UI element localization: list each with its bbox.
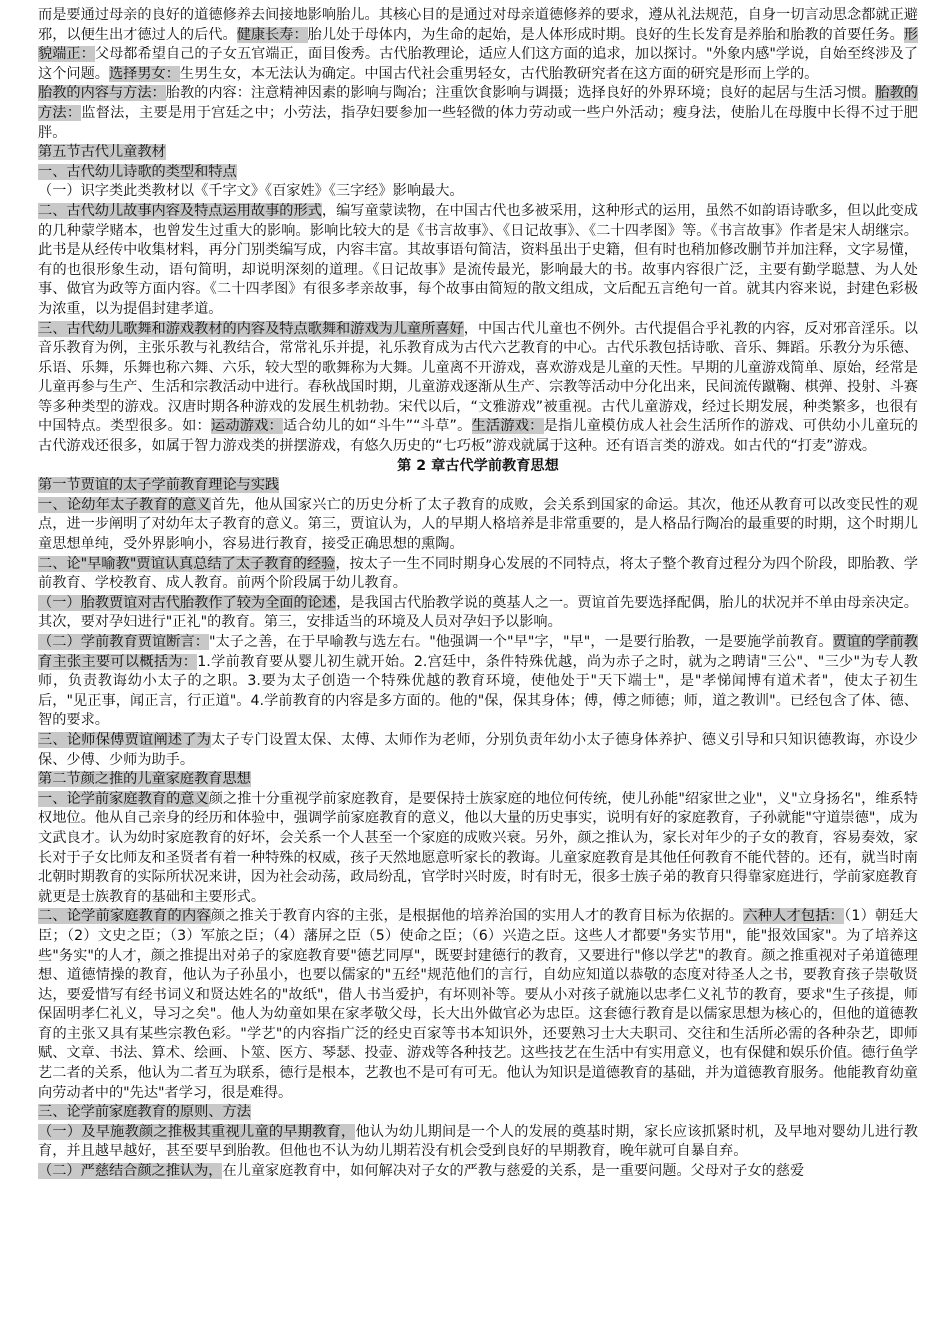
highlighted-heading: 运动游戏： <box>210 418 283 435</box>
paragraph <box>38 6 918 84</box>
paragraph <box>38 143 918 163</box>
highlighted-heading: 第二节颜之推的儿童家庭教育思想 <box>38 771 251 788</box>
paragraph <box>38 84 918 143</box>
highlighted-heading: 二、古代幼儿故事内容及特点运用故事的形式 <box>38 202 322 219</box>
text-run: 太子专门设置太保、太傅、太师作为老师，分别负责年幼小太子德身体养护、德义引导和只知识德教诲，亦设少保、少傅、少师为助手。 <box>38 731 918 768</box>
paragraph <box>38 594 918 633</box>
highlighted-heading: 二、论"早喻教"贾谊认真总结了太子教育的经验 <box>38 555 336 572</box>
paragraph <box>38 555 918 594</box>
highlighted-heading: 一、古代幼儿诗歌的类型和特点 <box>38 163 237 180</box>
text-run: （1）朝廷大臣；（2）文史之臣；（3）军旅之臣；（4）藩屏之臣（5）使命之臣；（6）兴造之臣。这些人才都要"务实节用"，能"报效国家"。为了培养这些"务实"的人才，颜之推提出对弟子的家庭教育要"德艺同厚"，既要封建德行的教育，又要进行"修以学艺"的教育。颜之推重视对子弟道德理想、道德情操的教育，他认为子孙虽小，也要以儒家的"五经"规范他们的言行，自幼应知道以恭敬的态度对待圣人之书，要教育孩子崇敬贤达，要爱惜写有经书词义和贤达姓名的"故纸"，借人书当爱护，有坏则补等。要从小对孩子就施以忠孝仁义礼节的教育，要求"生子孩提，师保固明孝仁礼义，导习之矣"。他人为幼童如果在家孝敬父母，长大出外做官必为忠臣。这套德行教育是以儒家思想为核心的，但他的道德教育的主张又具有某些宗教色彩。"学艺"的内容指广泛的经史百家等书本知识外，还要熟习士大夫职司、交往和生活所必需的各种杂艺，即师赋、文章、书法、算术、绘画、卜筮、医方、琴瑟、投壶、游戏等各种技艺。这些技艺在生活中有实用意义，也有保健和娱乐价值。德行鱼学艺二者的关系，他认为二者互为联系，德行是根本，艺教也不是可有可无。他认为知识是道德教育的基础，并为道德教育服务。他能教育幼童向劳动者中的"先达"者学习，很是难得。 <box>38 908 918 1101</box>
highlighted-heading: 生活游戏： <box>471 418 544 435</box>
highlighted-heading: 一、论学前家庭教育的意义 <box>38 790 209 807</box>
highlighted-heading: 三、论学前家庭教育的原则、方法 <box>38 1104 251 1121</box>
text-run: 胎儿处于母体内，为生命的起始，是人体形成时期。良好的生长发育是养胎和胎教的首要任务。 <box>307 26 904 43</box>
text-run: ，编写童蒙读物，在中国古代也多被采用，这种形式的运用，虽然不如韵语诗歌多，但以此变成的几种蒙学赌本，也曾发生过重大的影响。影响比较大的是《书言故事》、《日记故事》、《二十四孝图》等。《书言故事》作者是宋人胡继宗。此书是从经传中收集材料，再分门别类编写成，内容丰富。其故事语句简洁，资料虽出于史籍，但有时也稍加修改删节并加注释，文字易懂，有的也很形象生动，语句简明，却说明深刻的道理。《日记故事》是流传最光，影响最大的书。故事内容很广泛，主要有勤学聪慧、为人处事、做官为政等方面内容。《二十四孝图》有很多孝亲故事，每个故事由简短的散文组成，文后配五言绝句一首。就其内容来说，封建色彩极为浓重，以为提倡封建孝道。 <box>38 202 918 317</box>
paragraph <box>38 496 918 555</box>
text-run: （一）识字类此类教材以《千字文》《百家姓》《三字经》影响最大。 <box>38 183 464 200</box>
highlighted-heading: 一、论幼年太子教育的意义 <box>38 496 212 513</box>
paragraph <box>38 476 918 496</box>
paragraph <box>38 1162 918 1182</box>
highlighted-heading: （二）学前教育贾谊断言： <box>38 634 209 650</box>
highlighted-heading: 三、论师保傅贾谊阐述了为 <box>38 731 212 748</box>
text-run: 1.学前教育要从婴儿初生就开始。2.宫廷中，条件特殊优越，尚为赤子之时，就为之聘请"三公"、"三少"为专人教师，负责教诲幼小太子的之职。3.要为太子创造一个特殊优越的教育环境，使他处于"天下端士"，是"孝悌闻博有道术者"，使太子初生后，"见正事，闻正言，行正道"。4.学前教育的内容是多方面的。他的"保，保其身体；傅，傅之师德；师，道之教训"。已经包含了体、德、智的要求。 <box>38 653 918 729</box>
highlighted-heading: 选择男女： <box>108 65 180 82</box>
chapter-title <box>38 457 918 477</box>
highlighted-heading: 形貌端正： <box>38 26 918 63</box>
highlighted-heading: 三、古代幼儿歌舞和游戏教材的内容及特点歌舞和游戏为儿童所喜好 <box>38 320 464 337</box>
paragraph <box>38 1123 918 1162</box>
text-run: 在儿童家庭教育中，如何解决对子女的严教与慈爱的关系，是一重要问题。父母对子女的慈爱 <box>222 1163 805 1180</box>
text-run: 胎教的内容：注意精神因素的影响与陶冶；注重饮食影响与调摄；选择良好的外界环境；良好的起居与生活习惯。 <box>165 85 876 102</box>
text-run: ，是我国古代胎教学说的奠基人之一。贾谊首先要选择配偶，胎儿的状况并不单由母亲决定。其次，要对孕妇进行"正礼"的教育。第三，安排适当的环境及人员对孕妇予以影响。 <box>38 594 918 631</box>
paragraph <box>38 731 918 770</box>
paragraph <box>38 320 918 457</box>
text-run: 监督法，主要是用于宫廷之中；小劳法，指孕妇要参加一些轻微的体力劳动或一些户外活动；瘦身法，使胎儿在母腹中长得不过于肥胖。 <box>38 104 918 141</box>
paragraph <box>38 163 918 183</box>
text-run: 父母都希望自己的子女五官端正，面目俊秀。古代胎教理论，适应人们这方面的追求，加以探讨。"外象内感"学说，自始至终涉及了这个问题。 <box>38 46 918 82</box>
text-run: 他认为幼儿期间是一个人的发展的奠基时期，家长应该抓紧时机，及早地对婴幼儿进行教育，并且越早越好，甚至要早到胎教。但他也不认为幼儿期若没有机会受到良好的早期教育，晚年就可自暴自弃。 <box>38 1123 918 1160</box>
paragraph <box>38 790 918 908</box>
text-run: ，中国古代儿童也不例外。古代提倡合乎礼教的内容，反对邪音淫乐。以音乐教育为例，主张乐教与礼教结合，常常礼乐并提，礼乐教育成为古代六艺教育的中心。古代乐教包括诗歌、音乐、舞蹈。乐教分为乐德、乐语、乐舞，乐舞也称六舞、六乐，较大型的歌舞称为大舞。儿童离不开游戏，喜欢游戏是儿童的天性。早期的儿童游戏简单、原始，经常是儿童再参与生产、生活和宗教活动中进行。春秋战国时期，儿童游戏逐渐从生产、宗教等活动中分化出来，民间流传蹴鞠、棋弹、投射、斗赛等多种类型的游戏。汉唐时期各种游戏的发展生机勃勃。宋代以后，“文雅游戏”被重视。古代儿童游戏，经过长期发展，种类繁多，也很有中国特点。类型很多。如： <box>38 320 918 435</box>
highlighted-heading: 胎教的方法： <box>38 85 918 121</box>
highlighted-heading: 贾谊的学前教育主张主要可以概括为： <box>38 634 918 670</box>
paragraph <box>38 907 918 1103</box>
text-run: 第 2 章古代学前教育思想 <box>397 457 559 474</box>
highlighted-heading: 胎教的内容与方法： <box>38 85 166 102</box>
highlighted-heading: 六种人才包括： <box>743 908 845 925</box>
highlighted-heading: （一）及早施教颜之推极其重视儿童的早期教育， <box>38 1123 356 1140</box>
text-run: 首先，他从国家兴亡的历史分析了太子教育的成败，会关系到国家的命运。其次，他还从教育可以改变民性的观点，进一步阐明了对幼年太子教育的意义。第三，贾谊认为，人的早期人格培养是非常重要的，是人格品行陶冶的最重要的时期，这个时期儿童思想单纯，受外界影响小，容易进行教育，接受正确思想的熏陶。 <box>38 496 918 553</box>
highlighted-heading: 健康长寿： <box>236 26 308 43</box>
text-run: "太子之善，在于早喻教与选左右。"他强调一个"早"字，"早"，一是要行胎教，一是要施学前教育。 <box>208 634 833 650</box>
highlighted-heading: 第一节贾谊的太子学前教育理论与实践 <box>38 477 280 494</box>
paragraph <box>38 1103 918 1123</box>
text-run: 而是要通过母亲的良好的道德修养去间接地影响胎儿。其核心目的是通过对母亲道德修养的要求，遵从礼法规范，自身一切言动思念都就正避邪，以便生出才德过人的后代。 <box>38 7 918 43</box>
text-run: 生男生女，本无法认为确定。中国古代社会重男轻女，古代胎教研究者在这方面的研究是形而上学的。 <box>179 65 819 82</box>
text-run: 颜之推关于教育内容的主张，是根据他的培养治国的实用人才的教育目标为依据的。 <box>210 908 744 925</box>
paragraph <box>38 202 918 320</box>
highlighted-heading: （二）严慈结合颜之推认为， <box>38 1163 223 1180</box>
paragraph <box>38 633 918 731</box>
text-run: ，按太子一生不同时期身心发展的不同特点，将太子整个教育过程分为四个阶段，即胎教、学前教育、学校教育、成人教育。前两个阶段属于幼儿教育。 <box>38 555 918 592</box>
paragraph <box>38 770 918 790</box>
highlighted-heading: 二、论学前家庭教育的内容 <box>38 908 211 925</box>
highlighted-heading: 第五节古代儿童教材 <box>38 144 166 161</box>
text-run: 是指儿童模仿成人社会生活所作的游戏、可供幼小儿童玩的古代游戏还很多，如属于智力游戏类的拼摆游戏，有悠久历史的“七巧板”游戏就属于这种。还有语言类的游戏。如古代的“打麦”游戏。 <box>38 418 918 455</box>
highlighted-heading: （一）胎教贾谊对古代胎教作了较为全面的论述 <box>38 594 337 611</box>
text-run: 适合幼儿的如“斗牛”“斗草”。 <box>282 418 472 435</box>
text-run: 颜之推十分重视学前家庭教育，是要保持士族家庭的地位何传统，使儿孙能"绍家世之业"，义"立身扬名"，维系特权地位。他从自己亲身的经历和体验中，强调学前家庭教育的意义，他以大量的历史事实，说明有好的家庭教育，子孙就能"守道崇德"，成为文武良才。认为幼时家庭教育的好坏，会关系一个人甚至一个家庭的成败兴衰。另外，颜之推认为，家长对年少的子女的教育，容易奏效，家长对于子女比师友和圣贤者有着一种特殊的权威，孩子天然地愿意听家长的教诲。儿童家庭教育是其他任何教育不能代替的。还有，就当时南北朝时期教育的实际所状况来讲，因为社会动荡，政局纷乱，官学时兴时废，时有时无，很多士族子弟的教育只得靠家庭进行，学前家庭教育就更是士族教育的基础和主要形式。 <box>38 790 918 905</box>
paragraph <box>38 182 918 202</box>
